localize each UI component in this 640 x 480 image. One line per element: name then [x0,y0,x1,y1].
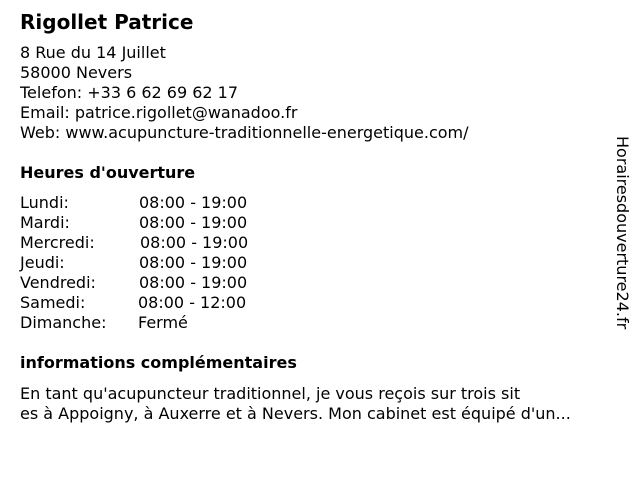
day-label: Samedi: [20,293,86,312]
watermark-site-name: Horairesdouverture24.fr [613,136,632,330]
email-line[interactable]: Email: patrice.rigollet@wanadoo.fr [20,103,298,122]
additional-info-text [20,384,620,424]
day-label: Vendredi: [20,273,96,292]
time-value: 08:00 - 12:00 [138,293,247,312]
phone-line[interactable]: Telefon: +33 6 62 69 62 17 [20,83,239,102]
info-line-2: es à Appoigny, à Auxerre et à Nevers. Mon cabinet est équipé d'un... [20,404,571,423]
day-label: Jeudi: [20,253,65,272]
time-value: 08:00 - 19:00 [139,253,248,272]
additional-info-heading: informations complémentaires [20,353,297,372]
address-city: 58000 Nevers [20,63,133,82]
opening-hours-heading: Heures d'ouverture [20,163,196,182]
address-street: 8 Rue du 14 Juillet [20,43,166,62]
time-value: 08:00 - 19:00 [140,233,249,252]
info-line-1: En tant qu'acupuncteur traditionnel, je vous reçois sur trois sit [20,384,521,403]
day-label: Mercredi: [20,233,95,252]
day-label: Lundi: [20,193,69,212]
time-value: 08:00 - 19:00 [139,213,248,232]
business-name: Rigollet Patrice [20,10,194,34]
contact-block [20,43,469,143]
time-value: 08:00 - 19:00 [139,273,248,292]
time-value: 08:00 - 19:00 [139,193,248,212]
day-label: Mardi: [20,213,70,232]
day-label: Dimanche: [20,313,107,332]
website-line[interactable]: Web: www.acupuncture-traditionnelle-energetique.com/ [20,123,469,142]
time-value: Fermé [138,313,188,332]
